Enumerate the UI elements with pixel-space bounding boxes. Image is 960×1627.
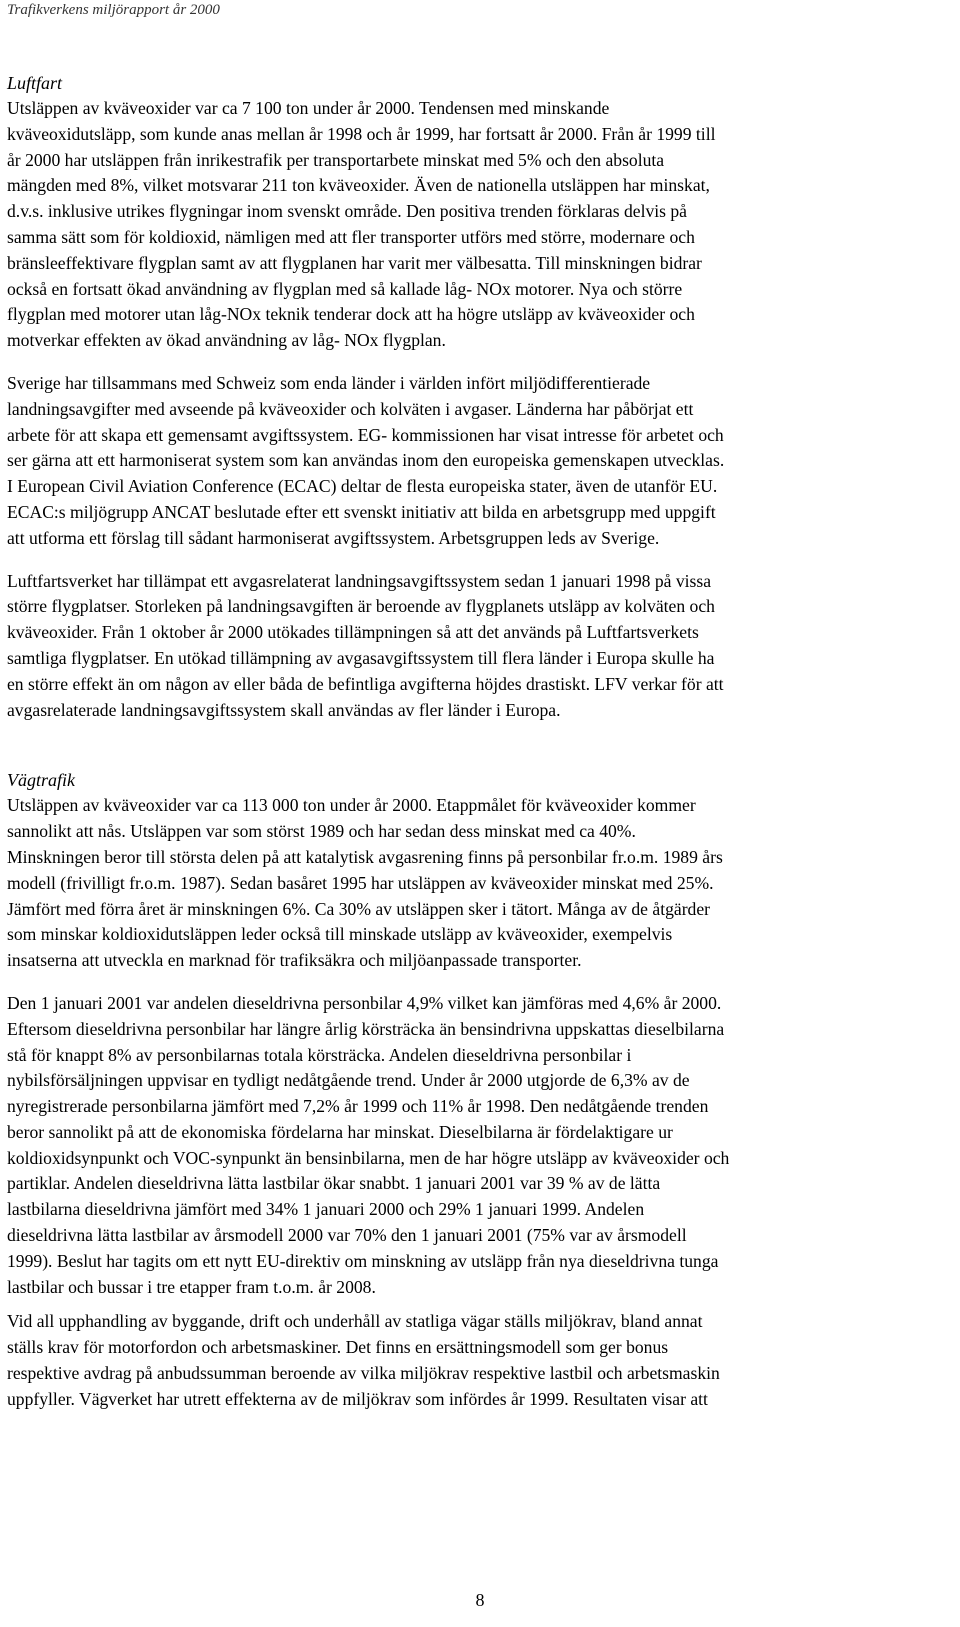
text-line: att utforma ett förslag till sådant harmoniserat avgiftssystem. Arbetsgruppen leds av Sverige. xyxy=(7,527,660,548)
paragraph-luftfart-landing-fees xyxy=(7,371,955,552)
text-line: dieseldrivna lätta lastbilar av årsmodell 2000 var 70% den 1 januari 2001 (75% var av årsmodell xyxy=(7,1225,687,1246)
text-line: kväveoxidutsläpp, som kunde anas mellan år 1998 och år 1999, har fortsatt år 2000. Från år 1999 till xyxy=(7,123,716,144)
text-line: arbete för att skapa ett gemensamt avgiftssystem. EG- kommissionen har visat intresse för arbetet och xyxy=(7,424,724,445)
text-line: uppfyller. Vägverket har utrett effekterna av de miljökrav som infördes år 1999. Resultaten visar att xyxy=(7,1388,708,1409)
text-line: en större effekt än om någon av eller båda de befintliga avgifterna höjdes drastiskt. LFV verkar för att xyxy=(7,673,724,694)
text-line: Utsläppen av kväveoxider var ca 7 100 ton under år 2000. Tendensen med minskande xyxy=(7,98,610,118)
section-heading-vagtrafik: Vägtrafik xyxy=(7,770,75,791)
text-line: ECAC:s miljögrupp ANCAT beslutade efter ett svenskt initiativ att bilda en arbetsgrupp med uppgift xyxy=(7,501,716,522)
text-line: ser gärna att ett harmoniserat system som kan användas inom den europeiska gemenskapen utvecklas. xyxy=(7,450,725,471)
text-line: samtliga flygplatser. En utökad tillämpning av avgasavgiftssystem till flera länder i Europa skulle ha xyxy=(7,647,715,668)
text-line: respektive avdrag på anbudssumman beroende av vilka miljökrav respektive lastbil och arbetsmaskin xyxy=(7,1363,720,1384)
page-number: 8 xyxy=(475,1590,485,1610)
text-line: avgasrelaterade landningsavgiftssystem skall användas av fler länder i Europa. xyxy=(7,699,561,720)
text-line: Luftfartsverket har tillämpat ett avgasrelaterat landningsavgiftssystem sedan 1 januari 1998 på vissa xyxy=(7,570,712,591)
text-line: ställs krav för motorfordon och arbetsmaskiner. Det finns en ersättningsmodell som ger bonus xyxy=(7,1337,669,1358)
paragraph-luftfart-lfv-system xyxy=(7,569,955,724)
text-line: Eftersom dieseldrivna personbilar har längre årlig körsträcka än bensindrivna uppskattas dieselbilarna xyxy=(7,1018,725,1039)
paragraph-luftfart-emissions xyxy=(7,96,955,354)
text-line: landningsavgifter med avseende på kväveoxider och kolväten i avgaser. Länderna har påbörjat ett xyxy=(7,398,694,419)
paragraph-vagtrafik-emissions xyxy=(7,793,955,974)
text-line: Jämfört med förra året är minskningen 6%. Ca 30% av utsläppen sker i tätort. Många av de åtgärder xyxy=(7,898,711,919)
text-line: motverkar effekten av ökad användning av låg- NOx flygplan. xyxy=(7,330,446,351)
text-line: Sverige har tillsammans med Schweiz som enda länder i världen infört miljödifferentierade xyxy=(7,372,651,393)
text-line: Den 1 januari 2001 var andelen dieseldrivna personbilar 4,9% vilket kan jämföras med 4,6% år 2000. xyxy=(7,992,722,1013)
paragraph-vagtrafik-procurement xyxy=(7,1309,955,1412)
text-line: nybilsförsäljningen uppvisar en tydligt nedåtgående trend. Under år 2000 utgjorde de 6,3% av de xyxy=(7,1070,690,1091)
text-line: partiklar. Andelen dieseldrivna lätta lastbilar ökar snabbt. 1 januari 2001 var 39 % av de lätta xyxy=(7,1173,661,1194)
text-line: också en fortsatt ökad användning av flygplan med så kallade låg- NOx motorer. Nya och större xyxy=(7,278,683,299)
text-line: Utsläppen av kväveoxider var ca 113 000 ton under år 2000. Etappmålet för kväveoxider kommer xyxy=(7,795,696,816)
section-heading-luftfart: Luftfart xyxy=(7,73,63,93)
text-line: kväveoxider. Från 1 oktober år 2000 utökades tillämpningen så att det används på Luftfartsverkets xyxy=(7,622,699,643)
text-line: som minskar koldioxidutsläppen leder också till minskade utsläpp av kväveoxider, exempelvis xyxy=(7,924,673,945)
document-body xyxy=(7,70,955,1413)
text-line: beror sannolikt på att de ekonomiska fördelarna har minskat. Dieselbilarna är fördelaktigare ur xyxy=(7,1121,673,1142)
text-line: I European Civil Aviation Conference (ECAC) deltar de flesta europeiska stater, även de utanför EU. xyxy=(7,476,718,497)
text-line: stå för knappt 8% av personbilarnas totala körsträcka. Andelen dieseldrivna personbilar i xyxy=(7,1044,632,1065)
paragraph-vagtrafik-diesel xyxy=(7,991,955,1301)
text-line: bränsleeffektivare flygplan samt av att flygplanen har varit mer välbesatta. Till minskningen bidrar xyxy=(7,252,702,273)
text-line: år 2000 har utsläppen från inrikestrafik per transportarbete minskat med 5% och den absoluta xyxy=(7,149,665,170)
text-line: modell (frivilligt fr.o.m. 1987). Sedan basåret 1995 har utsläppen av kväveoxider minskat med 25%. xyxy=(7,872,714,893)
text-line: större flygplatser. Storleken på landningsavgiften är beroende av flygplanets utsläpp av kolväten och xyxy=(7,596,715,617)
text-line: mängden med 8%, vilket motsvarar 211 ton kväveoxider. Även de nationella utsläppen har minskat, xyxy=(7,175,710,196)
text-line: 1999). Beslut har tagits om ett nytt EU-direktiv om minskning av utsläpp från nya dieseldrivna tunga xyxy=(7,1250,719,1271)
text-line: sannolikt att nås. Utsläppen var som störst 1989 och har sedan dess minskat med ca 40%. xyxy=(7,821,636,842)
text-line: Vid all upphandling av byggande, drift och underhåll av statliga vägar ställs miljökrav, bland annat xyxy=(7,1311,703,1332)
text-line: nyregistrerade personbilarna jämfört med 7,2% år 1999 och 11% år 1998. Den nedåtgående trenden xyxy=(7,1096,709,1117)
text-line: lastbilarna dieseldrivna jämfört med 34% 1 januari 2000 och 29% 1 januari 1999. Andelen xyxy=(7,1199,645,1220)
text-line: Minskningen beror till största delen på att katalytisk avgasrening finns på personbilar fr.o.m. 1989 års xyxy=(7,846,723,867)
text-line: lastbilar och bussar i tre etapper fram t.o.m. år 2008. xyxy=(7,1276,376,1297)
text-line: koldioxidsynpunkt och VOC-synpunkt än bensinbilarna, men de har högre utsläpp av kväveoxider och xyxy=(7,1147,730,1168)
text-line: d.v.s. inklusive utrikes flygningar inom svenskt område. Den positiva trenden förklaras delvis på xyxy=(7,201,687,222)
text-line: samma sätt som för koldioxid, nämligen med att fler transporter utförs med större, modernare och xyxy=(7,226,695,247)
text-line: flygplan med motorer utan låg-NOx teknik tenderar dock att ha högre utsläpp av kväveoxider och xyxy=(7,304,695,325)
text-line: insatserna att utveckla en marknad för trafiksäkra och miljöanpassade transporter. xyxy=(7,950,582,971)
running-header: Trafikverkens miljörapport år 2000 xyxy=(7,2,220,18)
